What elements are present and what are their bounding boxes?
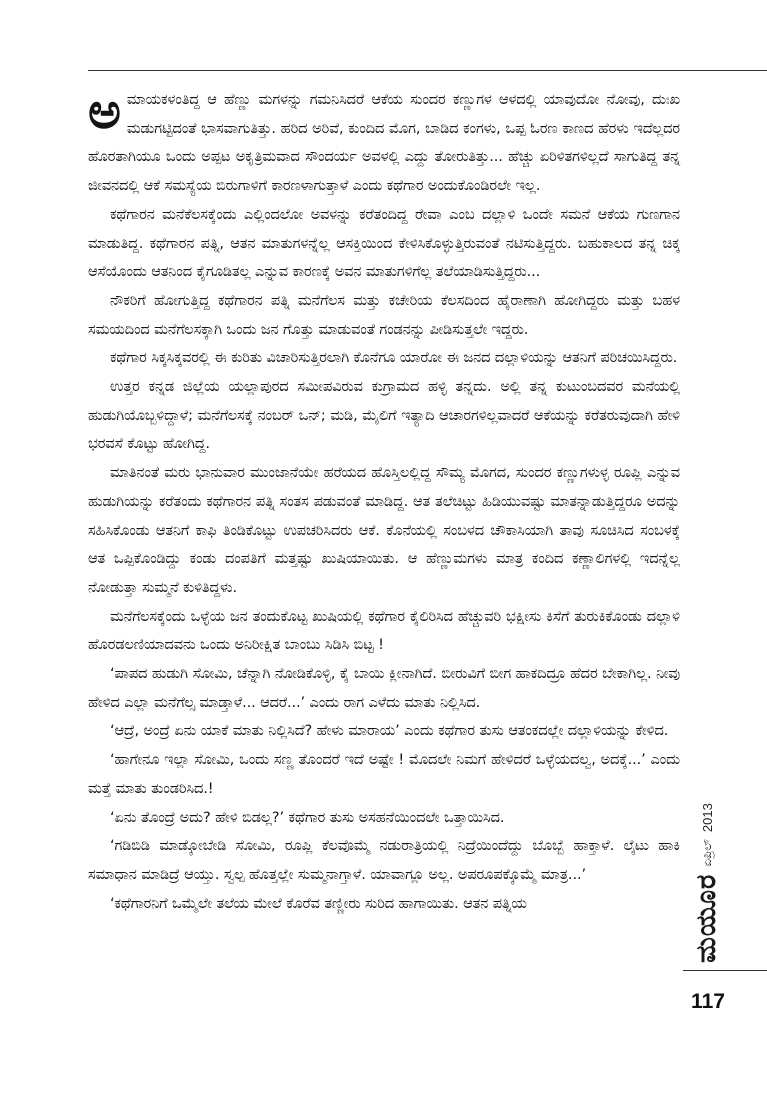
sidebar-label-group [691,803,723,963]
paragraph: ಉತ್ತರ ಕನ್ನಡ ಜಿಲ್ಲೆಯ ಯಲ್ಲಾಪುರದ ಸಮೀಪವಿರುವ ಕುಗ್ರಾಮದ ಹಳ್ಳಿ ತನ್ನದು. ಅಲ್ಲಿ ತನ್ನ ಕುಟುಂಬದವರ ಮನೆಯಲ್ಲಿ ಹುಡುಗಿಯೊಬ್ಬಳಿದ್ದಾಳೆ; ಮನೆಗೆಲಸಕ್ಕೆ ನಂಬರ್ ಒನ್; ಮಡಿ, ಮೈಲಿಗೆ ಇತ್ಯಾದಿ ಆಚಾರಗಳಿಲ್ಲವಾದರೆ ಆಕೆಯನ್ನು ಕರೆತರುವುದಾಗಿ ಹೇಳಿ ಭರವಸೆ ಕೊಟ್ಟು ಹೋಗಿದ್ದ. [88,379,680,453]
paragraph: ‘ಕಥೆಗಾರನಿಗೆ ಒಮ್ಮೆಲೇ ತಲೆಯ ಮೇಲೆ ಕೊರೆವ ತಣ್ಣೀರು ಸುರಿದ ಹಾಗಾಯಿತು. ಆತನ ಪತ್ನಿಯ [110,895,527,912]
paragraph: ‘ಹಾಗೇನೂ ಇಲ್ಲಾ ಸೋಮಿ, ಒಂದು ಸಣ್ಣ ತೊಂದರೆ ಇದೆ ಅಷ್ಟೇ ! ಮೊದಲೇ ನಿಮಗೆ ಹೇಳಿದರೆ ಒಳ್ಳೆಯದಲ್ವ, ಅದಕ್ಕೆ...’ ಎಂದು ಮತ್ತೆ ಮಾತು ತುಂಡರಿಸಿದ.! [88,752,680,797]
issue-year: 2013 [699,803,715,833]
paragraph: ‘ಏನು ತೊಂದ್ರೆ ಅದು? ಹೇಳಿ ಬಿಡಲ್ಲ?’ ಕಥೆಗಾರ ತುಸು ಅಸಹನೆಯಿಂದಲೇ ಒತ್ತಾಯಿಸಿದ. [110,809,505,826]
article-body [88,82,680,918]
issue-month: ಏಪ್ರಿಲ್ [699,839,714,867]
paragraph: ಮನೆಗೆಲಸಕ್ಕೆಂದು ಒಳ್ಳೆಯ ಜನ ತಂದುಕೊಟ್ಟ ಖುಷಿಯಲ್ಲಿ ಕಥೆಗಾರ ಕೈಲಿರಿಸಿದ ಹೆಚ್ಚುವರಿ ಭಕ್ಷೀಸು ಕಿಸೆಗೆ ತುರುಕಿಕೊಂಡು ದಲ್ಲಾಳಿ ಹೊರಡಲಣಿಯಾದವನು ಒಂದು ಅನಿರೀಕ್ಷಿತ ಬಾಂಬು ಸಿಡಿಸಿ ಬಿಟ್ಟ ! [88,608,680,654]
paragraph: ‘ಗಡಿಬಿಡಿ ಮಾಡ್ಕೋಬೇಡಿ ಸೋಮಿ, ರೂಪ್ಲಿ ಕೆಲವೊಮ್ಮೆ ನಡುರಾತ್ರಿಯಲ್ಲಿ ನಿದ್ರೆಯಿಂದೆದ್ದು ಬೊಬ್ಬೆ ಹಾಕ್ತಾಳೆ. ಲೈಟು ಹಾಕಿ ಸಮಾಧಾನ ಮಾಡಿದ್ರೆ ಆಯ್ತು. ಸ್ವಲ್ಪ ಹೊತ್ತಲ್ಲೇ ಸುಮ್ಮನಾಗ್ತಾಳೆ. ಯಾವಾಗ್ಲೂ ಅಲ್ಲ. ಅಪರೂಪಕ್ಕೊಮ್ಮೆ ಮಾತ್ರ...’ [88,838,680,883]
paragraph: ಕಥೆಗಾರ ಸಿಕ್ಕಸಿಕ್ಕವರಲ್ಲಿ ಈ ಕುರಿತು ವಿಚಾರಿಸುತ್ತಿರಲಾಗಿ ಕೊನೆಗೂ ಯಾರೋ ಈ ಜನದ ದಲ್ಲಾಳಿಯನ್ನು ಆತನಿಗೆ ಪರಿಚಯಿಸಿದ್ದರು. [110,350,678,367]
paragraph: ಅಮಾಯಕಳಂತಿದ್ದ ಆ ಹೆಣ್ಣು ಮಗಳನ್ನು ಗಮನಿಸಿದರೆ ಆಕೆಯ ಸುಂದರ ಕಣ್ಣುಗಳ ಆಳದಲ್ಲಿ ಯಾವುದೋ ನೋವು, ದುಃಖ ಮಡುಗಟ್ಟಿದಂತೆ ಭಾಸವಾಗುತಿತ್ತು. ಹರಿದ ಅರಿವೆ, ಕುಂದಿದ ಮೊಗ, ಬಾಡಿದ ಕಂಗಳು, ಒಪ್ಪ ಓರಣ ಕಾಣದ ಹೆರಳು ಇದೆಲ್ಲದರ ಹೊರತಾಗಿಯೂ ಒಂದು ಅಪ್ಪಟ ಅಕೃತ್ರಿಮವಾದ ಸೌಂದರ್ಯ ಅವಳಲ್ಲಿ ಎದ್ದು ತೋರುತಿತ್ತು... ಹೆಚ್ಚು ಏರಿಳಿತಗಳಿಲ್ಲದೆ ಸಾಗುತಿದ್ದ ತನ್ನ ಜೀವನದಲ್ಲಿ ಆಕೆ ಸಮಸ್ಯೆಯ ಬಿರುಗಾಳಿಗೆ ಕಾರಣಳಾಗುತ್ತಾಳೆ ಎಂದು ಕಥೆಗಾರ ಅಂದುಕೊಂಡಿರಲೇ ಇಲ್ಲ. [88,82,680,195]
magazine-sidebar [683,798,731,968]
paragraph: ಕಥೆಗಾರನ ಮನೆಕೆಲಸಕ್ಕೆಂದು ಎಲ್ಲಿಂದಲೋ ಅವಳನ್ನು ಕರೆತಂದಿದ್ದ ರೇವಾ ಎಂಬ ದಲ್ಲಾಳಿ ಒಂದೇ ಸಮನೆ ಆಕೆಯ ಗುಣಗಾನ ಮಾಡುತಿದ್ದ. ಕಥೆಗಾರನ ಪತ್ನಿ, ಆತನ ಮಾತುಗಳನ್ನೆಲ್ಲ ಆಸಕ್ತಿಯಿಂದ ಕೇಳಿಸಿಕೊಳ್ಳುತ್ತಿರುವಂತೆ ನಟಿಸುತ್ತಿದ್ದರು. ಬಹುಕಾಲದ ತನ್ನ ಚಿಕ್ಕ ಆಸೆಯೊಂದು ಆತನಿಂದ ಕೈಗೂಡಿತಲ್ಲ ಎನ್ನುವ ಕಾರಣಕ್ಕೆ ಅವನ ಮಾತುಗಳಿಗೆಲ್ಲ ತಲೆಯಾಡಿಸುತ್ತಿದ್ದರು... [88,206,680,281]
bottom-rule [683,970,767,971]
drop-cap: ಅ [88,82,121,140]
magazine-name: ಮಯೂರ [691,873,722,963]
top-rule [88,70,767,71]
paragraph: ಮಾತಿನಂತೆ ಮರು ಭಾನುವಾರ ಮುಂಜಾನೆಯೇ ಹರೆಯದ ಹೊಸ್ತಿಲಲ್ಲಿದ್ದ ಸೌಮ್ಯ ಮೊಗದ, ಸುಂದರ ಕಣ್ಣುಗಳುಳ್ಳ ರೂಪ್ಲಿ ಎನ್ನುವ ಹುಡುಗಿಯನ್ನು ಕರೆತಂದು ಕಥೆಗಾರನ ಪತ್ನಿ ಸಂತಸ ಪಡುವಂತೆ ಮಾಡಿದ್ದ. ಆತ ತಲೆಚಿಟ್ಟು ಹಿಡಿಯುವಷ್ಟು ಮಾತನ್ನಾಡುತ್ತಿದ್ದರೂ ಅದನ್ನು ಸಹಿಸಿಕೊಂಡು ಆತನಿಗೆ ಕಾಫಿ ತಿಂಡಿಕೊಟ್ಟು ಉಪಚರಿಸಿದರು ಆಕೆ. ಕೊನೆಯಲ್ಲಿ ಸಂಬಳದ ಚೌಕಾಸಿಯಾಗಿ ತಾವು ಸೂಚಿಸಿದ ಸಂಬಳಕ್ಕೆ ಆತ ಒಪ್ಪಿಕೊಂಡಿದ್ದು ಕಂಡು ದಂಪತಿಗೆ ಮತ್ತಷ್ಟು ಖುಷಿಯಾಯಿತು. ಆ ಹೆಣ್ಣುಮಗಳು ಮಾತ್ರ ಕಂದಿದ ಕಣ್ಣಾಲಿಗಳಲ್ಲಿ ಇದನ್ನೆಲ್ಲ ನೋಡುತ್ತಾ ಸುಮ್ಮನೆ ಕುಳಿತಿದ್ದಳು. [88,465,680,596]
paragraph: ‘ಪಾಪದ ಹುಡುಗಿ ಸೋಮಿ, ಚೆನ್ನಾಗಿ ನೋಡಿಕೊಳ್ಳಿ, ಕೈ ಬಾಯಿ ಕ್ಲೀನಾಗಿದೆ. ಬೀರುವಿಗೆ ಬೀಗ ಹಾಕದಿದ್ರೂ ಹೆದರ ಬೇಕಾಗಿಲ್ಲ. ನೀವು ಹೇಳಿದ ಎಲ್ಲಾ ಮನೆಗೆಲ್ಸ ಮಾಡ್ತಾಳೆ... ಆದರೆ...’ ಎಂದು ರಾಗ ಎಳೆದು ಮಾತು ನಿಲ್ಲಿಸಿದ. [88,666,680,711]
paragraph: ‘ಆದ್ರೆ, ಅಂದ್ರೆ ಏನು ಯಾಕೆ ಮಾತು ನಿಲ್ಲಿಸಿದೆ? ಹೇಳು ಮಾರಾಯ’ ಎಂದು ಕಥೆಗಾರ ತುಸು ಆತಂಕದಲ್ಲೇ ದಲ್ಲಾಳಿಯನ್ನು ಕೇಳಿದ. [110,723,669,740]
page-number: 117 [691,990,725,1013]
paragraph: ನೌಕರಿಗೆ ಹೋಗುತ್ತಿದ್ದ ಕಥೆಗಾರನ ಪತ್ನಿ ಮನೆಗೆಲಸ ಮತ್ತು ಕಚೇರಿಯ ಕೆಲಸದಿಂದ ಹೈರಾಣಾಗಿ ಹೋಗಿದ್ದರು ಮತ್ತು ಬಹಳ ಸಮಯದಿಂದ ಮನೆಗೆಲಸಕ್ಕಾಗಿ ಒಂದು ಜನ ಗೊತ್ತು ಮಾಡುವಂತೆ ಗಂಡನನ್ನು ಪೀಡಿಸುತ್ತಲೇ ಇದ್ದರು. [88,292,680,338]
